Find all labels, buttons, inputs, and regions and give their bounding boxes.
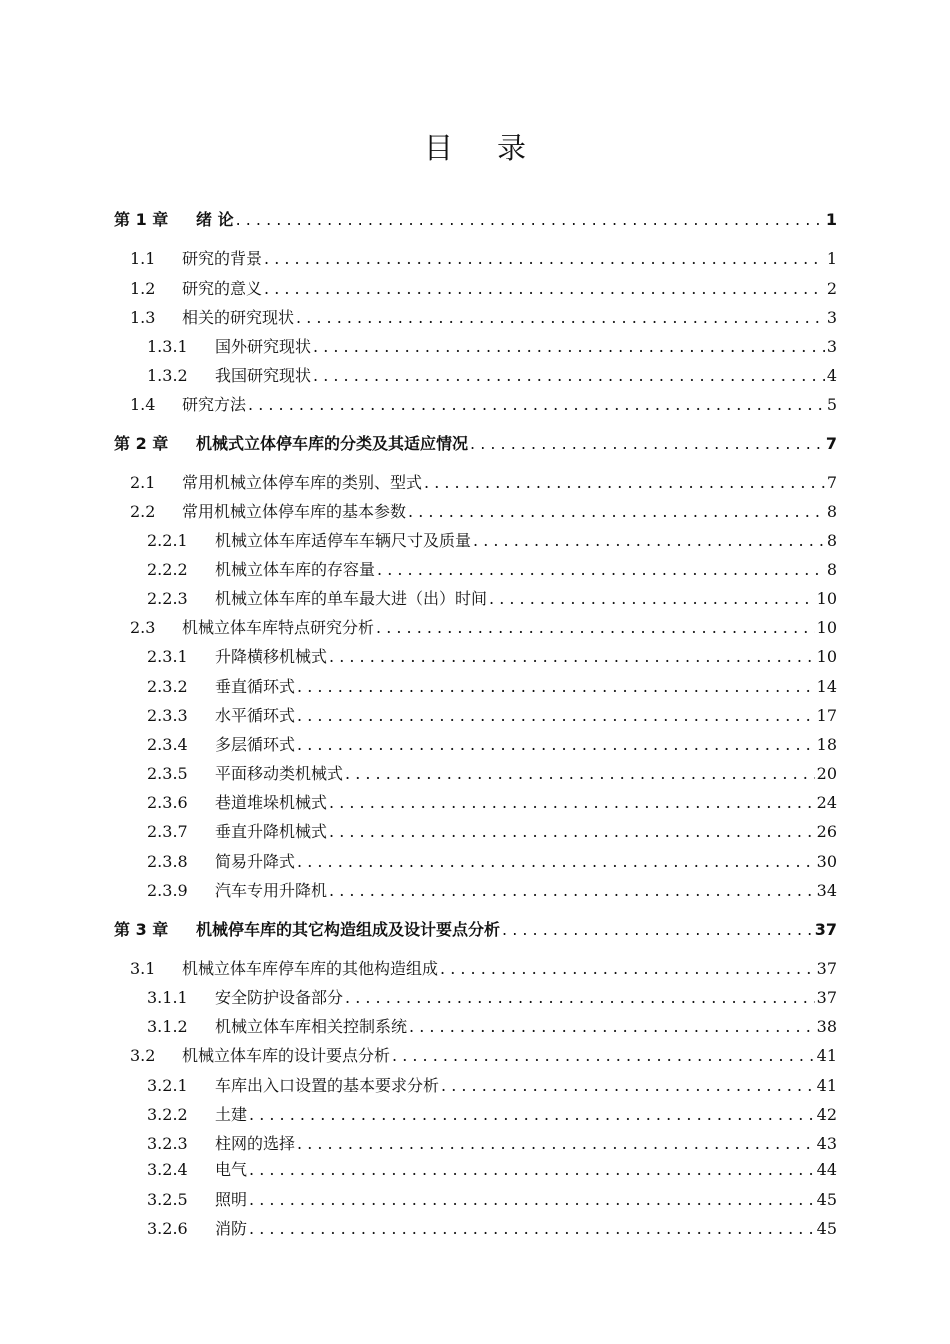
toc-entry-number: 3.2.2 xyxy=(147,1105,188,1124)
toc-entry-page: 3 xyxy=(826,308,837,327)
toc-entry[interactable] xyxy=(147,334,837,360)
toc-entry-page: 42 xyxy=(816,1105,837,1124)
toc-entry-title: 我国研究现状 xyxy=(215,366,312,385)
dot-leader xyxy=(264,246,825,272)
dot-leader xyxy=(441,1073,815,1099)
toc-entry-title: 照明 xyxy=(215,1190,248,1209)
toc-entry-number: 2.3.8 xyxy=(147,852,188,871)
toc-entry[interactable] xyxy=(147,761,837,787)
toc-entry[interactable] xyxy=(147,790,837,816)
toc-entry-title: 机械立体车库的单车最大进（出）时间 xyxy=(215,589,488,608)
dot-leader xyxy=(473,528,825,554)
toc-entry-title: 简易升降式 xyxy=(215,852,296,871)
toc-entry[interactable] xyxy=(130,276,837,302)
toc-entry-page: 44 xyxy=(816,1160,837,1179)
dot-leader xyxy=(392,1043,815,1069)
toc-entry-page: 7 xyxy=(825,434,837,453)
toc-entry[interactable] xyxy=(147,644,837,670)
toc-entry-page: 37 xyxy=(816,988,837,1007)
toc-entry-number: 3.2.4 xyxy=(147,1160,188,1179)
toc-entry[interactable] xyxy=(130,470,837,496)
toc-entry-page: 5 xyxy=(826,395,837,414)
toc-entry-title: 机械立体车库的存容量 xyxy=(215,560,376,579)
toc-entry-title: 机械立体车库的设计要点分析 xyxy=(182,1046,391,1065)
toc-entry-page: 8 xyxy=(826,560,837,579)
toc-entry-title: 研究方法 xyxy=(182,395,247,414)
toc-entry-title: 国外研究现状 xyxy=(215,337,312,356)
toc-entry-page: 17 xyxy=(816,706,837,725)
toc-entry-page: 41 xyxy=(816,1076,837,1095)
toc-entry-page: 10 xyxy=(816,647,837,666)
toc-entry-page: 30 xyxy=(816,852,837,871)
toc-entry-title: 机械式立体停车库的分类及其适应情况 xyxy=(196,434,469,453)
toc-entry-title: 汽车专用升降机 xyxy=(215,881,328,900)
title-char-2: 录 xyxy=(497,131,527,165)
dot-leader xyxy=(329,878,815,904)
toc-entry-title: 机械立体车库停车库的其他构造组成 xyxy=(182,959,439,978)
toc-entry[interactable] xyxy=(147,1187,837,1213)
dot-leader xyxy=(297,732,815,758)
toc-entry-number: 3.1.2 xyxy=(147,1017,188,1036)
toc-entry-title: 绪 论 xyxy=(196,210,234,229)
toc-entry-number: 第 3 章 xyxy=(114,920,169,939)
toc-entry-page: 41 xyxy=(816,1046,837,1065)
toc-entry[interactable] xyxy=(147,586,837,612)
title-char-1: 目 xyxy=(423,131,453,165)
dot-leader xyxy=(249,1216,815,1242)
dot-leader xyxy=(297,674,815,700)
toc-entry-number: 3.2.6 xyxy=(147,1219,188,1238)
toc-entry[interactable] xyxy=(130,956,837,982)
toc-entry-page: 20 xyxy=(816,764,837,783)
toc-entry-number: 1.3 xyxy=(130,308,156,327)
toc-entry-title: 安全防护设备部分 xyxy=(215,988,344,1007)
dot-leader xyxy=(249,1102,815,1128)
toc-entry[interactable] xyxy=(130,305,837,331)
toc-entry-number: 2.3 xyxy=(130,618,156,637)
dot-leader xyxy=(409,1014,815,1040)
toc-entry-title: 机械立体车库适停车车辆尺寸及质量 xyxy=(215,531,472,550)
dot-leader xyxy=(345,985,815,1011)
toc-entry[interactable] xyxy=(147,703,837,729)
dot-leader xyxy=(440,956,815,982)
toc-entry[interactable] xyxy=(147,878,837,904)
toc-entry-number: 3.1.1 xyxy=(147,988,188,1007)
dot-leader xyxy=(502,917,813,943)
toc-entry-number: 1.4 xyxy=(130,395,156,414)
toc-entry-page: 24 xyxy=(816,793,837,812)
dot-leader xyxy=(313,363,825,389)
toc-entry-page: 10 xyxy=(816,618,837,637)
toc-entry-number: 2.3.4 xyxy=(147,735,188,754)
dot-leader xyxy=(376,615,815,641)
toc-entry-title: 升降横移机械式 xyxy=(215,647,328,666)
dot-leader xyxy=(489,586,815,612)
toc-entry[interactable] xyxy=(147,819,837,845)
toc-entry-page: 43 xyxy=(816,1134,837,1153)
toc-entry[interactable] xyxy=(130,392,837,418)
dot-leader xyxy=(329,819,815,845)
toc-entry[interactable] xyxy=(130,246,837,272)
dot-leader xyxy=(248,392,825,418)
toc-entry-number: 2.3.9 xyxy=(147,881,188,900)
toc-entry-title: 机械立体车库特点研究分析 xyxy=(182,618,375,637)
toc-entry-page: 37 xyxy=(816,959,837,978)
toc-entry-number: 1.3.1 xyxy=(147,337,188,356)
toc-entry-page: 45 xyxy=(816,1219,837,1238)
toc-entry[interactable] xyxy=(130,1043,837,1069)
dot-leader xyxy=(377,557,825,583)
toc-entry-page: 34 xyxy=(816,881,837,900)
dot-leader xyxy=(424,470,825,496)
toc-entry-title: 垂直循环式 xyxy=(215,677,296,696)
toc-entry[interactable] xyxy=(147,1216,837,1242)
toc-entry-page: 14 xyxy=(816,677,837,696)
toc-entry[interactable] xyxy=(147,557,837,583)
toc-entry[interactable] xyxy=(147,363,837,389)
toc-entry-number: 第 2 章 xyxy=(114,434,169,453)
dot-leader xyxy=(408,499,825,525)
toc-entry-title: 机械停车库的其它构造组成及设计要点分析 xyxy=(196,920,501,939)
toc-entry[interactable] xyxy=(147,528,837,554)
dot-leader xyxy=(297,849,815,875)
toc-entry-title: 常用机械立体停车库的类别、型式 xyxy=(182,473,423,492)
toc-entry-title: 机械立体车库相关控制系统 xyxy=(215,1017,408,1036)
dot-leader xyxy=(313,334,825,360)
toc-entry-page: 18 xyxy=(816,735,837,754)
toc-entry-page: 1 xyxy=(825,210,837,229)
toc-entry-number: 3.2.3 xyxy=(147,1134,188,1153)
toc-entry-number: 第 1 章 xyxy=(114,210,169,229)
toc-entry-number: 1.3.2 xyxy=(147,366,188,385)
toc-entry-title: 垂直升降机械式 xyxy=(215,822,328,841)
dot-leader xyxy=(329,644,815,670)
toc-entry-number: 3.2.5 xyxy=(147,1190,188,1209)
toc-entry-number: 3.1 xyxy=(130,959,156,978)
toc-entry-number: 2.3.7 xyxy=(147,822,188,841)
toc-entry-title: 多层循环式 xyxy=(215,735,296,754)
toc-entry[interactable] xyxy=(147,1014,837,1040)
toc-entry-number: 2.3.2 xyxy=(147,677,188,696)
toc-entry-title: 平面移动类机械式 xyxy=(215,764,344,783)
toc-entry-number: 2.2.2 xyxy=(147,560,188,579)
toc-entry-page: 8 xyxy=(826,531,837,550)
toc-entry-number: 2.3.6 xyxy=(147,793,188,812)
toc-entry-number: 2.1 xyxy=(130,473,156,492)
toc-entry[interactable] xyxy=(130,615,837,641)
toc-entry-number: 2.3.3 xyxy=(147,706,188,725)
toc-entry-page: 7 xyxy=(826,473,837,492)
dot-leader xyxy=(345,761,815,787)
toc-entry[interactable] xyxy=(130,499,837,525)
toc-entry-page: 3 xyxy=(826,337,837,356)
toc-chapter-entry[interactable] xyxy=(114,917,837,943)
toc-entry-number: 1.1 xyxy=(130,249,156,268)
toc-entry-title: 土建 xyxy=(215,1105,248,1124)
toc-entry-title: 相关的研究现状 xyxy=(182,308,295,327)
dot-leader xyxy=(249,1187,815,1213)
dot-leader xyxy=(236,207,824,233)
toc-entry-title: 研究的背景 xyxy=(182,249,263,268)
toc-entry[interactable] xyxy=(147,985,837,1011)
toc-entry-title: 研究的意义 xyxy=(182,279,263,298)
dot-leader xyxy=(264,276,825,302)
dot-leader xyxy=(296,305,825,331)
toc-entry-number: 2.3.1 xyxy=(147,647,188,666)
toc-entry-number: 2.2 xyxy=(130,502,156,521)
toc-entry-page: 45 xyxy=(816,1190,837,1209)
toc-entry-page: 8 xyxy=(826,502,837,521)
toc-entry[interactable] xyxy=(147,1131,837,1157)
toc-entry[interactable] xyxy=(147,674,837,700)
toc-entry[interactable] xyxy=(147,1157,837,1183)
toc-entry-title: 电气 xyxy=(215,1160,248,1179)
toc-entry-page: 38 xyxy=(816,1017,837,1036)
toc-entry-title: 常用机械立体停车库的基本参数 xyxy=(182,502,407,521)
toc-entry-page: 37 xyxy=(814,920,837,939)
toc-entry-number: 2.3.5 xyxy=(147,764,188,783)
toc-entry[interactable] xyxy=(147,849,837,875)
toc-chapter-entry[interactable] xyxy=(114,207,837,233)
toc-chapter-entry[interactable] xyxy=(114,431,837,457)
toc-entry-page: 26 xyxy=(816,822,837,841)
toc-entry[interactable] xyxy=(147,732,837,758)
toc-entry-title: 车库出入口设置的基本要求分析 xyxy=(215,1076,440,1095)
toc-entry-page: 10 xyxy=(816,589,837,608)
toc-entry[interactable] xyxy=(147,1102,837,1128)
toc-entry-number: 3.2.1 xyxy=(147,1076,188,1095)
toc-entry-page: 2 xyxy=(826,279,837,298)
toc-entry-number: 2.2.1 xyxy=(147,531,188,550)
toc-entry[interactable] xyxy=(147,1073,837,1099)
toc-entry-number: 1.2 xyxy=(130,279,156,298)
toc-entry-number: 3.2 xyxy=(130,1046,156,1065)
dot-leader xyxy=(470,431,824,457)
toc-entry-number: 2.2.3 xyxy=(147,589,188,608)
dot-leader xyxy=(297,703,815,729)
toc-entry-title: 水平循环式 xyxy=(215,706,296,725)
dot-leader xyxy=(249,1157,815,1183)
toc-entry-title: 柱网的选择 xyxy=(215,1134,296,1153)
dot-leader xyxy=(297,1131,815,1157)
toc-entry-title: 巷道堆垛机械式 xyxy=(215,793,328,812)
toc-entry-page: 4 xyxy=(826,366,837,385)
toc-entry-title: 消防 xyxy=(215,1219,248,1238)
toc-entry-page: 1 xyxy=(826,249,837,268)
dot-leader xyxy=(329,790,815,816)
